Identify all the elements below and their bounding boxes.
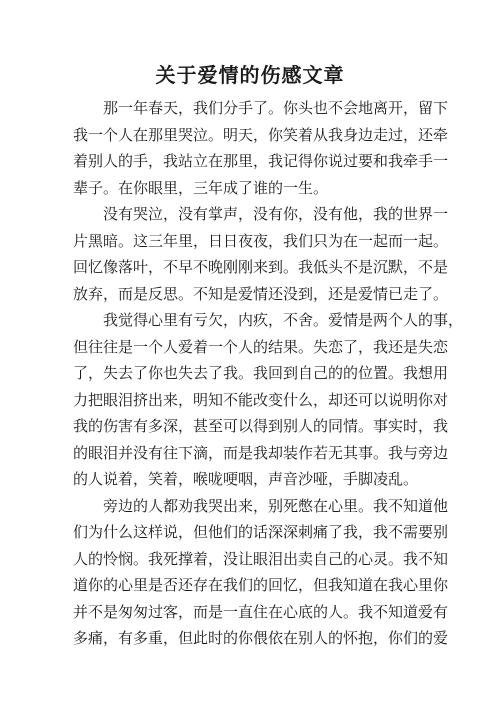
paragraph-line: 们为什么这样说，但他们的话深深刺痛了我，我不需要别 xyxy=(73,523,449,541)
paragraph-line: 了，失去了你也失去了我。我回到自己的的位置。我想用 xyxy=(73,364,449,382)
article-title: 关于爱情的伤感文章 xyxy=(155,63,345,87)
paragraph-line: 多痛，有多重，但此时的你偎依在别人的怀抱，你们的爱 xyxy=(73,629,449,647)
paragraph-line: 片黑暗。这三年里，日日夜夜，我们只为在一起而一起。 xyxy=(73,231,449,250)
paragraph-line: 放弃，而是反思。不知是爱情还没到，还是爱情已走了。 xyxy=(73,284,449,303)
paragraph-line: 的眼泪并没有往下滴，而是我却装作若无其事。我与旁边 xyxy=(73,443,449,462)
paragraph-line: 我一个人在那里哭泣。明天，你笑着从我身边走过，还牵 xyxy=(73,125,449,144)
paragraph-line: 没有哭泣，没有掌声，没有你，没有他，我的世界一 xyxy=(103,205,449,223)
paragraph-3 xyxy=(73,307,464,493)
paragraph-line: 人的怜悯。我死撑着，没让眼泪出卖自己的心灵。我不知 xyxy=(73,549,449,568)
paragraph-line: 着别人的手，我站立在那里，我记得你说过要和我牵手一 xyxy=(73,152,449,170)
paragraph-line: 力把眼泪挤出来，明知不能改变什么，却还可以说明你对 xyxy=(73,390,449,409)
paragraph-line: 回忆像落叶，不早不晚刚刚来到。我低头不是沉默，不是 xyxy=(73,258,449,276)
paragraph-line: 辈子。在你眼里，三年成了谁的一生。 xyxy=(73,178,329,197)
paragraph-line: 的人说着，笑着，喉咙哽咽，声音沙哑，手脚凌乱。 xyxy=(73,470,419,488)
paragraph-line: 但往往是一个人爱着一个人的结果。失恋了，我还是失恋 xyxy=(73,337,449,356)
paragraph-line: 道你的心里是否还存在我们的回忆，但我知道在我心里你 xyxy=(73,576,449,594)
paragraph-line: 我的伤害有多深，甚至可以得到别人的同情。事实时，我 xyxy=(73,417,449,435)
paragraph-2 xyxy=(73,201,449,307)
paragraph-4 xyxy=(73,493,449,652)
paragraph-line: 并不是匆匆过客，而是一直住在心底的人。我不知道爱有 xyxy=(73,602,449,621)
paragraph-line: 旁边的人都劝我哭出来，别死憋在心里。我不知道他 xyxy=(103,496,449,515)
paragraph-1 xyxy=(73,95,449,201)
paragraph-line: 那一年春天，我们分手了。你头也不会地离开，留下 xyxy=(103,99,449,117)
paragraph-line: 我觉得心里有亏欠，内疚，不舍。爱情是两个人的事， xyxy=(103,311,464,329)
article-body xyxy=(73,95,464,652)
